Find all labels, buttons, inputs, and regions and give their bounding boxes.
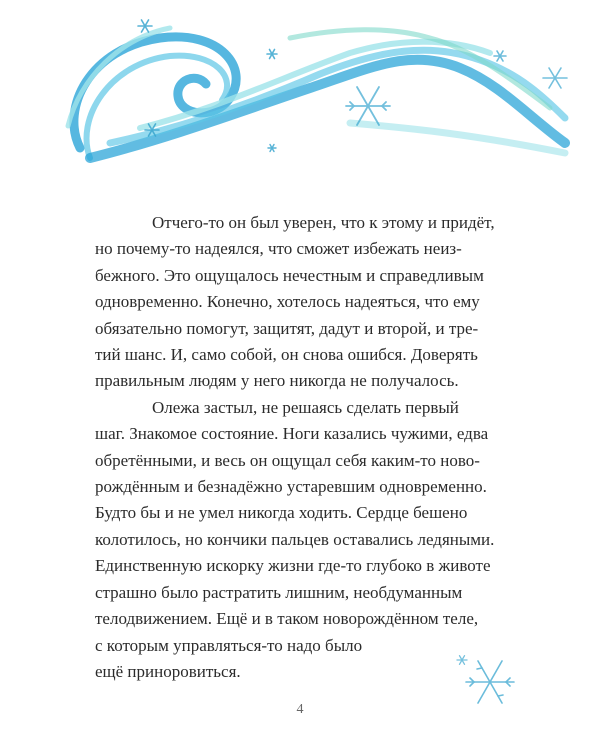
snowflake-icon <box>494 51 506 61</box>
text-line: рождённым и безнадёжно устаревшим одновременно. <box>95 477 487 497</box>
body-text <box>95 210 520 685</box>
text-line: с которым управляться-то надо было <box>95 635 363 655</box>
paragraph-2 <box>95 395 520 685</box>
page-number: 4 <box>296 702 304 717</box>
text-line: правильным людям у него никогда не получалось. <box>95 371 459 391</box>
text-line: обретёнными, и весь он ощущал себя каким-то ново- <box>95 450 480 470</box>
snowflake-icon <box>267 50 277 59</box>
text-line: бежного. Это ощущалось нечестным и справедливым <box>95 265 484 285</box>
text-line: ещё приноровиться. <box>95 661 241 681</box>
text-line: колотилось, но кончики пальцев оставались ледяными. <box>95 529 495 549</box>
text-line: шаг. Знакомое состояние. Ноги казались чужими, едва <box>95 424 489 444</box>
text-line: Будто бы и не умел никогда ходить. Сердце бешено <box>95 503 468 523</box>
text-line: но почему-то надеялся, что сможет избежать неиз- <box>95 239 462 259</box>
paragraph-1 <box>95 210 520 395</box>
text-line: Олежа застыл, не решаясь сделать первый <box>152 397 459 417</box>
snowflake-icon <box>138 20 152 32</box>
text-line: тий шанс. И, само собой, он снова ошибся. Доверять <box>95 345 478 365</box>
text-line: одновременно. Конечно, хотелось надеяться, что ему <box>95 292 480 312</box>
text-line: обязательно помогут, защитят, дадут и второй, и тре- <box>95 318 479 338</box>
snowflake-icon <box>543 68 567 88</box>
snowflake-icon <box>268 145 276 152</box>
text-line: телодвижением. Ещё и в таком новорождённом теле, <box>95 609 479 629</box>
text-line: Единственную искорку жизни где-то глубоко в животе <box>95 556 491 576</box>
snowflake-icon <box>346 87 390 125</box>
swirl-wave-illustration <box>50 8 570 168</box>
text-line: Отчего-то он был уверен, что к этому и придёт, <box>152 213 495 232</box>
text-line: страшно было растратить лишним, необдуманным <box>95 582 463 602</box>
